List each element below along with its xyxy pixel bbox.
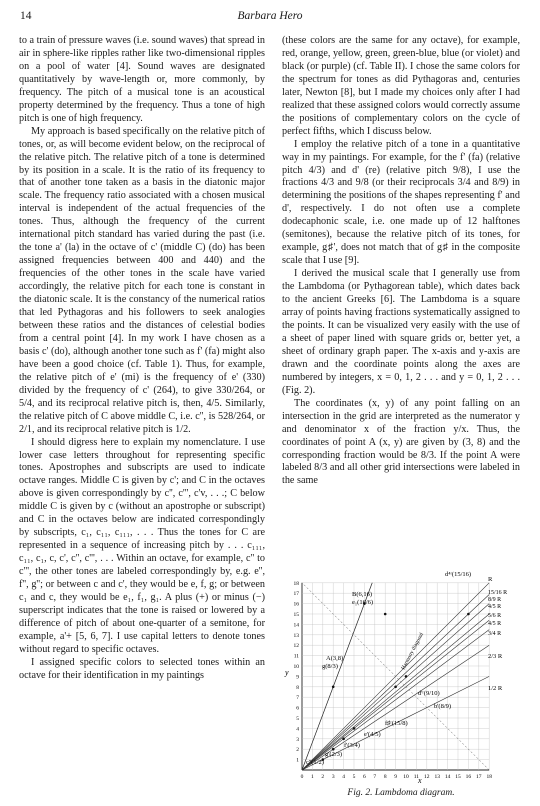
label-c-low-point: c''(1/2) [306, 759, 324, 766]
y-tick-label: 17 [293, 591, 299, 598]
lambdoma-point [467, 613, 470, 616]
figure-caption: Fig. 2. Lambdoma diagram. [347, 788, 455, 798]
label-b-mid-point: b'(8/9) [434, 703, 452, 710]
x-tick-label: 4 [342, 774, 345, 780]
y-tick-label: 5 [296, 716, 299, 722]
y-tick-label: 7 [296, 695, 299, 702]
ray-label-r: R [488, 576, 493, 583]
x-axis-label: x [418, 776, 422, 785]
left-paragraph-2: My approach is based specifically on the relative pitch of tones, or, as will become evident below, on the reciprocal of the relative pitch. The relative pitch of a tone is determined by its position in a scale. It is the ratio of its frequency to that of another tone taken as a basis in the diatonic major scale. The frequency ratio associated with a chosen musical interval is independent of the actual frequencies of the tones. Thus, although the frequency of the current international pitch standard has varied during the past (i.e. the tone a' (la) in the octave of c' (middle C) (do) has been assigned frequencies between 400 and 440) and the frequencies of the other tones in the scale have varied accordingly, the relative pitch for each tone is constant in the diatonic scale. It is the constancy of the numerical ratios that led Pythagoras and his followers to seek analogies between these ratios and the distances of celestial bodies from a central point [4]. In my work I have chosen as a basis c' (do), although another tone such as f' (fa) might also have been a good choice (cf. Table 1). Thus, for example, the relative pitch of e' (mi) is the frequency of e' (330) divided by the frequency of c' (264), to give 330/264, or 5/4, and its reciprocal relative pitch is, then, 4/5. Similarly, the relative pitch of C above middle C, i.e. c'', is 528/264, or 2/1, and its reciprocal relative pitch is 1/2. [19, 125, 265, 435]
ray-label-5-6: 5/6 R [488, 613, 502, 619]
y-tick-label: 10 [293, 664, 299, 670]
y-tick-label: 3 [296, 736, 299, 743]
label-f-sharp-point: f♯ʳ(15/8) [385, 720, 408, 727]
left-paragraph-3: I should digress here to explain my nomenclature. I use lower case letters throughout for representing specific tones. Apostrophes and subscripts are used to indicate octave ranges. Middle C is given by c'; and C in the octaves above is given correspondingly by c'', c''', c'v, . . .; C below middle C is given by c (without an apostrophe or subscript) and C in the octaves below are indicated correspondingly by subscripts, c₁, c₁₁, c₁₁₁, . . . Thus the tones for C are represented in a sequence of increasing pitch by . . . c₁₁₁, c₁₁, c₁, c, c', c'', c''', . . . Within an octave, for example, c'' to c''', the other tones are labeled correspondingly by, e.g. e'', f'', g''; or between c and c', they would be e, f, g; or between c₁ and c, they would be e₁, f₁, g₁. A plus (+) or minus (−) superscript indicates that the tone is raised or lowered by a difference of pitch of about one-quarter of a semitone, for example, a'+ [5, 6, 7]. I use capital letters to denote tones without regard to specific octaves. [19, 436, 265, 655]
y-axis-label: y [285, 668, 289, 677]
lambdoma-point [353, 727, 356, 730]
lambdoma-point [394, 686, 397, 689]
y-tick-label: 9 [296, 674, 299, 681]
x-tick-label: 15 [455, 774, 461, 780]
left-paragraph-4: I assigned specific colors to selected tones within an octave for their identification in my paintings [19, 656, 265, 681]
right-paragraph-3: I derived the musical scale that I generally use from the Lambdoma (or Pythagorean table), which dates back to the ancient Greeks [6]. The Lambdoma is a square array of points having fractions systematically assigned to the points. It can be visualized very easily with the use of a sheet of paper lined with square grids or, better yet, a sheet of ordinary graph paper. The x-axis and y-axis are drawn and the coordinate points along the axes are numbered by integers, x = 0, 1, 2 . . . and y = 0, 1, 2 . . . (Fig. 2). [282, 268, 520, 396]
ray-label-4-5-a: 4/5 R [488, 604, 502, 610]
ray-label-1-2: 1/2 R [488, 685, 503, 692]
x-tick-label: 1 [311, 774, 314, 780]
x-tick-label: 12 [424, 774, 430, 780]
left-paragraph-1: to a train of pressure waves (i.e. sound waves) that spread in air in sphere-like ripples rather like two-dimensional ripples on a pool of water [4]. Sound waves are designated quantitatively by wave-length or, more commonly, by frequency. The pitch of a musical tone is an acoustical property determined by the frequency. Thus a tone of high pitch is one of high frequency. [19, 35, 265, 124]
right-column [282, 35, 520, 488]
y-tick-label: 8 [296, 684, 299, 691]
y-tick-label: 11 [293, 653, 299, 660]
right-paragraph-1: (these colors are the same for any octave), for example, red, orange, yellow, green, green-blue, blue (or violet) and black (or purple) (cf. Table II). I chose the same colors for the spectrum for tones as did Pythagoras and, centuries later, Newton [8], but I made my choices only after I had realized that these assigned colors would correctly assume the positions of complementary colors on the cycle of perfect fifths, which I discuss below. [282, 35, 520, 137]
x-tick-label: 13 [434, 774, 440, 780]
lambdoma-point [342, 738, 345, 741]
x-tick-label: 0 [300, 774, 304, 780]
x-tick-label: 6 [363, 774, 366, 780]
x-tick-label: 9 [394, 774, 397, 780]
y-tick-label: 6 [296, 705, 299, 712]
label-g-point: g(8/3) [322, 663, 338, 670]
ray-label-3-4: 3/4 R [488, 631, 502, 637]
running-head: Barbara Hero [237, 10, 303, 22]
x-tick-label: 2 [321, 774, 325, 780]
x-tick-label: 10 [403, 774, 409, 780]
lambdoma-diagram [282, 560, 527, 786]
label-e1-point: e₁(16/6) [352, 599, 374, 606]
y-tick-label: 18 [293, 580, 299, 587]
right-paragraph-4: The coordinates (x, y) of any point falling on an intersection in the grid are interpreted as the numerator y and denominator x of the fraction y/x. Thus, the coordinates of point A (x, y) are given by (3, 8) and the corresponding fraction would be 8/3. If the point A were labeled 8/3 and all other grid intersections were labeled in the same [282, 397, 520, 487]
x-tick-label: 17 [476, 774, 482, 780]
x-tick-label: 11 [413, 774, 420, 780]
label-f-low-point: f'(3/4) [344, 742, 360, 749]
x-tick-label: 3 [331, 774, 335, 780]
lambdoma-point [405, 675, 408, 678]
ray-label-8-9: 8/9 R [488, 597, 502, 603]
y-tick-label: 4 [296, 726, 299, 733]
label-harmony-diagonal: Harmony diagonal [400, 631, 426, 671]
label-d-mid-point: d'ʳ(9/10) [418, 690, 440, 697]
y-tick-label: 16 [293, 601, 299, 608]
ray-label-4-5-b: 4/5 R [488, 621, 502, 627]
ray-label-2-3: 2/3 R [488, 653, 503, 660]
y-tick-label: 14 [293, 622, 299, 629]
x-tick-label: 16 [465, 774, 472, 780]
x-tick-label: 18 [486, 774, 492, 780]
ray-label-15-16: 15/16 R [488, 590, 508, 596]
label-a-point: A(3,8) [326, 655, 344, 662]
y-tick-label: 2 [296, 747, 299, 754]
y-tick-label: 12 [293, 643, 299, 650]
lambdoma-point [332, 686, 335, 689]
label-b-point: B(6,16) [352, 591, 373, 598]
x-tick-label: 14 [444, 774, 451, 780]
right-paragraph-2: I employ the relative pitch of a tone in a quantitative way in my paintings. For example, for the f' (fa) (relative pitch 4/3) and d' (re) (relative pitch 9/8), I use the fractions 4/3 and 9/8 (or their reciprocals 3/4 and 8/9) in determining the positions of the shapes representing f' and d', respectively. I do not often use a complete dodecaphonic scale, i.e. one made up of 12 halftones (semitones), because the relative pitch of its tones, for example, g♯', does not match that of g♯ in the composite scale that I use [9]. [282, 138, 520, 267]
x-tick-label: 8 [383, 774, 387, 780]
x-tick-label: 7 [373, 774, 377, 780]
y-tick-label: 1 [296, 757, 299, 764]
x-tick-label: 5 [352, 774, 356, 780]
left-column [19, 35, 265, 683]
label-e-low-point: e'(4/5) [364, 731, 381, 738]
lambdoma-figure [282, 560, 527, 786]
y-tick-label: 13 [293, 632, 299, 639]
page-number: 14 [20, 10, 32, 22]
y-tick-label: 15 [293, 612, 299, 618]
label-d4-point: d⁴ʳ(15/16) [445, 571, 472, 578]
label-g-low-point: g'(2/3) [325, 751, 343, 758]
lambdoma-point [384, 613, 387, 616]
